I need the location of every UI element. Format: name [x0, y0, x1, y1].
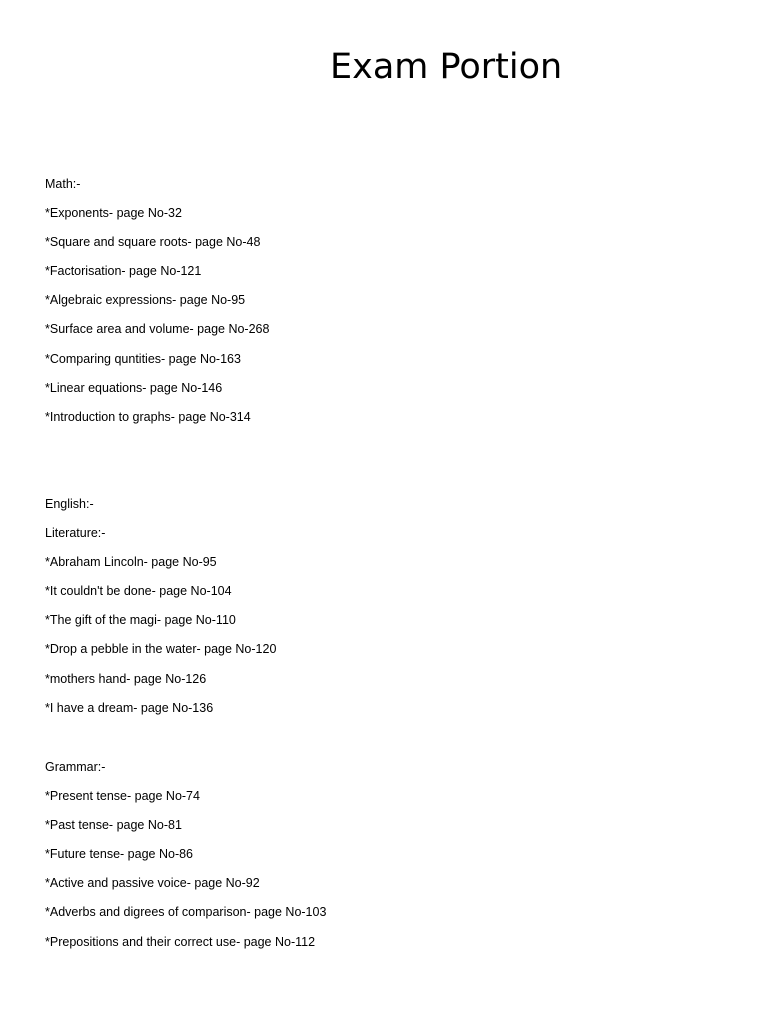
grammar-item: *Adverbs and digrees of comparison- page No-103 [45, 905, 327, 920]
literature-item: *Drop a pebble in the water- page No-120 [45, 642, 277, 657]
grammar-item: *Prepositions and their correct use- page No-112 [45, 934, 316, 949]
literature-item: *The gift of the magi- page No-110 [45, 613, 236, 628]
grammar-item: *Future tense- page No-86 [45, 847, 194, 862]
grammar-section [45, 753, 326, 957]
page-title: Exam Portion [330, 47, 563, 87]
english-section [45, 490, 276, 723]
literature-item: *mothers hand- page No-126 [45, 671, 207, 686]
math-item: *Factorisation- page No-121 [45, 264, 202, 279]
math-heading: Math:- [45, 177, 81, 191]
math-section [45, 170, 269, 432]
math-item: *Algebraic expressions- page No-95 [45, 293, 246, 308]
literature-item: *Abraham Lincoln- page No-95 [45, 555, 217, 570]
grammar-item: *Past tense- page No-81 [45, 818, 182, 833]
literature-item: *I have a dream- page No-136 [45, 700, 214, 715]
math-item: *Introduction to graphs- page No-314 [45, 409, 251, 424]
math-item: *Surface area and volume- page No-268 [45, 322, 270, 337]
english-heading: English:- [45, 497, 94, 511]
grammar-heading: Grammar:- [45, 760, 106, 774]
math-item: *Comparing quntities- page No-163 [45, 351, 241, 366]
literature-heading: Literature:- [45, 526, 106, 541]
literature-item: *It couldn't be done- page No-104 [45, 584, 232, 599]
grammar-item: *Active and passive voice- page No-92 [45, 876, 260, 891]
math-item: *Square and square roots- page No-48 [45, 235, 261, 250]
math-item: *Linear equations- page No-146 [45, 380, 223, 395]
grammar-item: *Present tense- page No-74 [45, 789, 200, 804]
math-item: *Exponents- page No-32 [45, 206, 182, 221]
